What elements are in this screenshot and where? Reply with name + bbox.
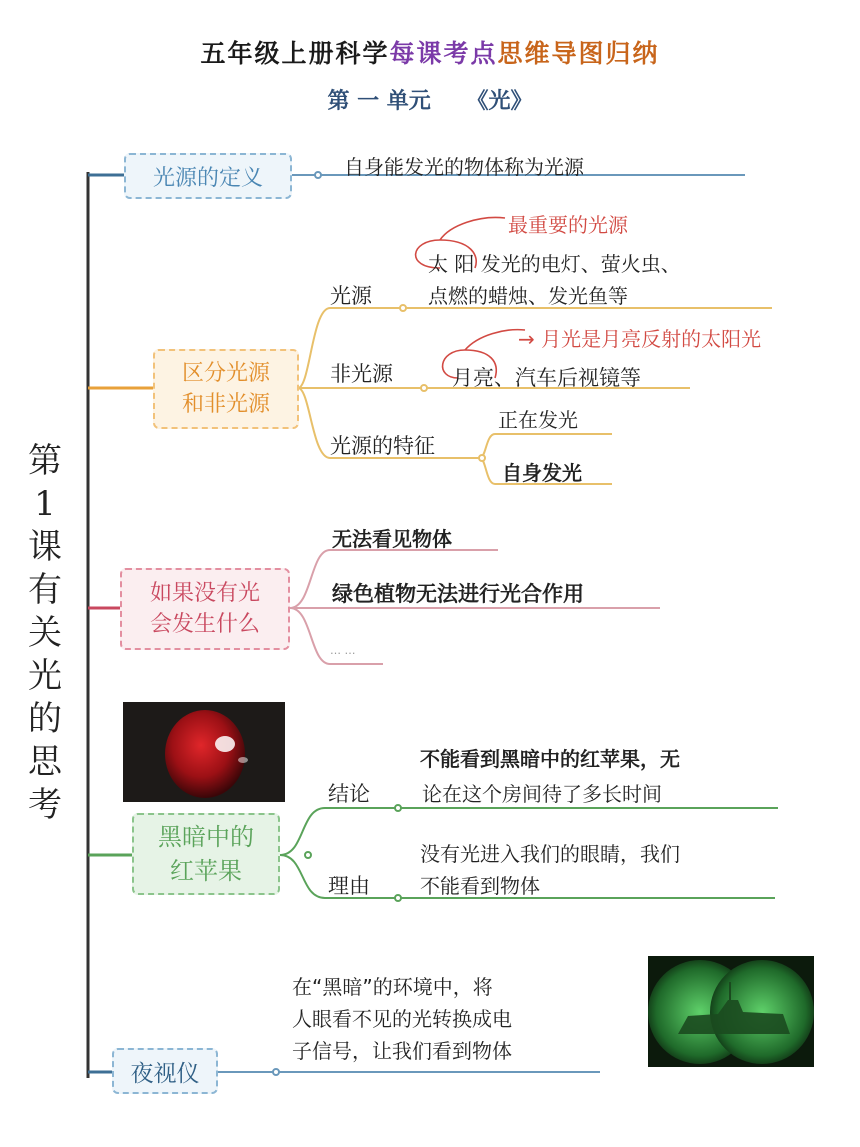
lesson-label: 《光》 [466,89,533,114]
connector-dot [420,384,428,392]
reason-line1: 没有光进入我们的眼睛，我们 [420,842,680,866]
night-vision-photo [648,956,814,1067]
connector-dot [304,851,312,859]
red-apple-label-line2: 红苹果 [170,857,242,885]
definition-label: 光源的定义 [152,165,263,191]
connector-dot [478,454,486,462]
night-vision-line1: 在“黑暗”的环境中，将 [292,975,493,999]
light-source-label: 光源 [330,284,372,308]
connector-dot [394,804,402,812]
light-source-line1: 太 阳 发光的电灯、萤火虫、 [428,252,681,276]
non-light-source-text: 月亮、汽车后视镜等 [452,366,641,390]
non-light-source-note: → 月光是月亮反射的太阳光 [518,327,762,351]
night-vision-node [112,1048,218,1094]
distinguish-label-line2: 和非光源 [181,392,270,417]
night-vision-line3: 子信号，让我们看到物体 [292,1039,512,1063]
connector-dot [394,894,402,902]
red-apple-icon [123,702,285,802]
title-part1: 五年级上册科学 [200,39,390,68]
non-light-source-label: 非光源 [330,362,393,386]
no-light-item-1: 无法看见物体 [332,527,452,551]
red-apple-node [132,813,280,895]
conclusion-line2: 论在这个房间待了多长时间 [422,782,662,806]
night-vision-line2: 人眼看不见的光转换成电 [292,1007,512,1031]
page-subtitle [0,84,860,115]
no-light-label-line2: 会发生什么 [149,612,260,637]
no-light-label-line1: 如果没有光 [149,581,260,606]
red-apple-photo [123,702,285,802]
conclusion-label: 结论 [328,782,370,806]
feature-item-2: 自身发光 [502,461,582,485]
red-apple-label-line1: 黑暗中的 [158,823,254,851]
title-part3: 思维导图归纳 [497,39,660,68]
light-source-note: 最重要的光源 [508,213,628,237]
reason-line2: 不能看到物体 [420,874,540,898]
title-part2: 每课考点 [389,39,498,68]
distinguish-label-line1: 区分光源 [181,361,270,386]
definition-text: 自身能发光的物体称为光源 [344,155,584,179]
unit-label: 第 一 单元 [327,89,431,114]
night-vision-icon [648,956,814,1067]
connector-dot [272,1068,280,1076]
feature-item-1: 正在发光 [498,408,578,432]
page-title [0,34,860,70]
conclusion-line1: 不能看到黑暗中的红苹果，无 [420,747,680,771]
connector-dot [314,171,322,179]
connector-dot [399,304,407,312]
spine-label: 第1课有关光的思考 [28,441,62,825]
distinguish-node [153,349,299,429]
light-source-line2: 点燃的蜡烛、发光鱼等 [428,284,628,308]
no-light-item-2: 绿色植物无法进行光合作用 [332,582,584,606]
no-light-item-3: … … [330,644,356,657]
reason-label: 理由 [328,874,370,898]
no-light-node [120,568,290,650]
night-vision-label: 夜视仪 [130,1060,200,1087]
features-label: 光源的特征 [330,434,435,458]
definition-node [124,153,292,199]
